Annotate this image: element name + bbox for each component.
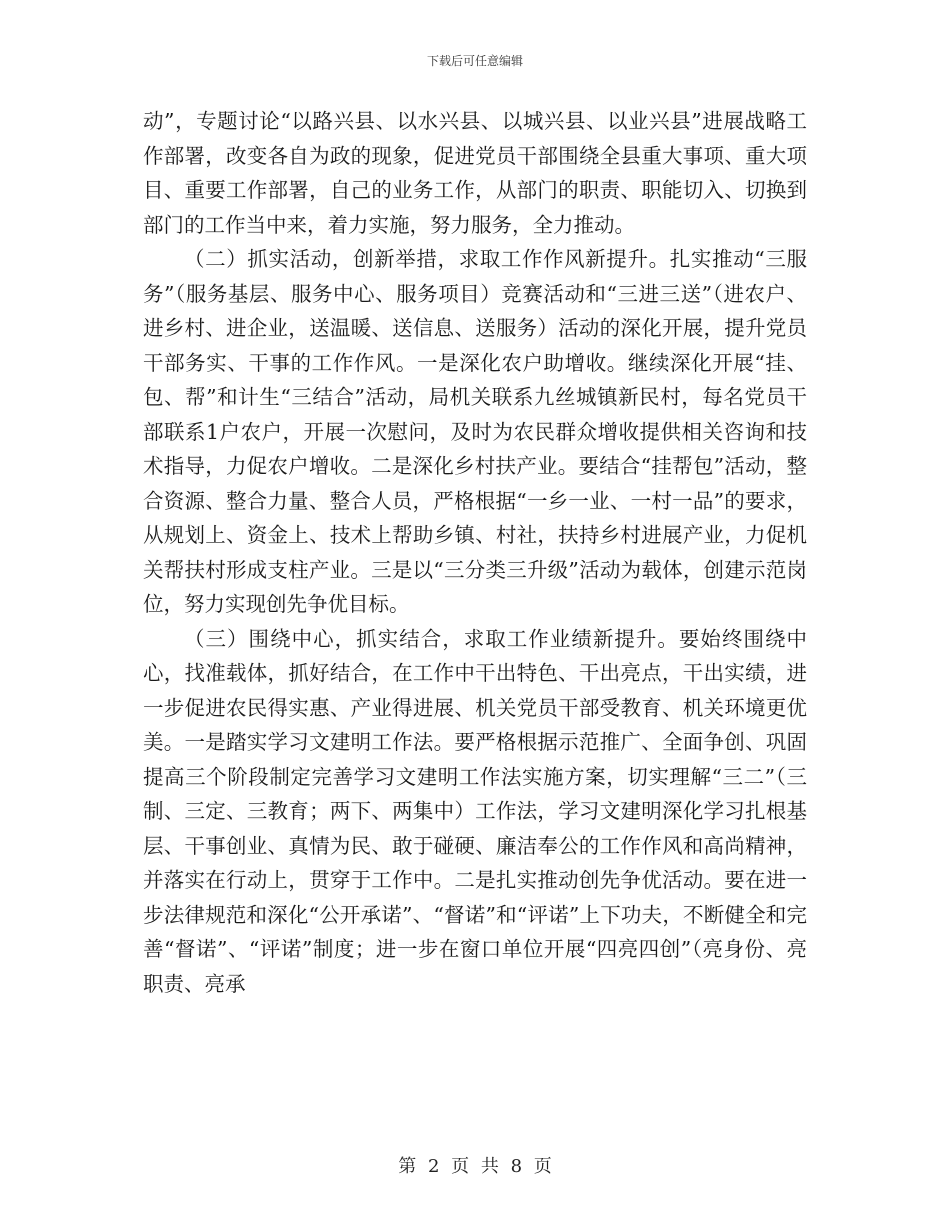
paragraph-section-2: （二）抓实活动，创新举措，求取工作作风新提升。扎实推动“三服务”（服务基层、服务中心、服务项目）竞赛活动和“三进三送”（进农户、进乡村、进企业，送温暖、送信息、送服务）活动的深化开展，提升党员干部务实、干事的工作作风。一是深化农户助增收。继续深化开展“挂、包、帮”和计生“三结合”活动，局机关联系九丝城镇新民村，每名党员干部联系1户农户，开展一次慰问，及时为农民群众增收提供相关咨询和技术指导，力促农户增收。二是深化乡村扶产业。要结合“挂帮包”活动，整合资源、整合力量、整合人员，严格根据“一乡一业、一村一品”的要求，从规划上、资金上、技术上帮助乡镇、村社，扶持乡村进展产业，力促机关帮扶村形成支柱产业。三是以“三分类三升级”活动为载体，创建示范岗位，努力实现创先争优目标。 — [143, 247, 807, 616]
paragraph-section-3: （三）围绕中心，抓实结合，求取工作业绩新提升。要始终围绕中心，找准载体，抓好结合，在工作中干出特色、干出亮点，干出实绩，进一步促进农民得实惠、产业得进展、机关党员干部受教育、机关环境更优美。一是踏实学习文建明工作法。要严格根据示范推广、全面争创、巩固提高三个阶段制定完善学习文建明工作法实施方案，切实理解“三二”（三制、三定、三教育；两下、两集中）工作法，学习文建明深化学习扎根基层、干事创业、真情为民、敢于碰硬、廉洁奉公的工作作风和高尚精神，并落实在行动上，贯穿于工作中。二是扎实推动创先争优活动。要在进一步法律规范和深化“公开承诺”、“督诺”和“评诺”上下功夫，不断健全和完善“督诺”、“评诺”制度；进一步在窗口单位开展“四亮四创”（亮身份、亮职责、亮承 — [143, 626, 807, 996]
body-text — [143, 104, 807, 1001]
page-footer: 第 2 页 共 8 页 — [398, 1156, 552, 1177]
paragraph-continuation: 动”，专题讨论“以路兴县、以水兴县、以城兴县、以业兴县”进展战略工作部署，改变各自为政的现象，促进党员干部围绕全县重大事项、重大项目、重要工作部署，自己的业务工作，从部门的职责、职能切入、切换到部门的工作当中来，着力实施，努力服务，全力推动。 — [143, 109, 807, 237]
page-header: 下载后可任意编辑 — [426, 54, 523, 68]
